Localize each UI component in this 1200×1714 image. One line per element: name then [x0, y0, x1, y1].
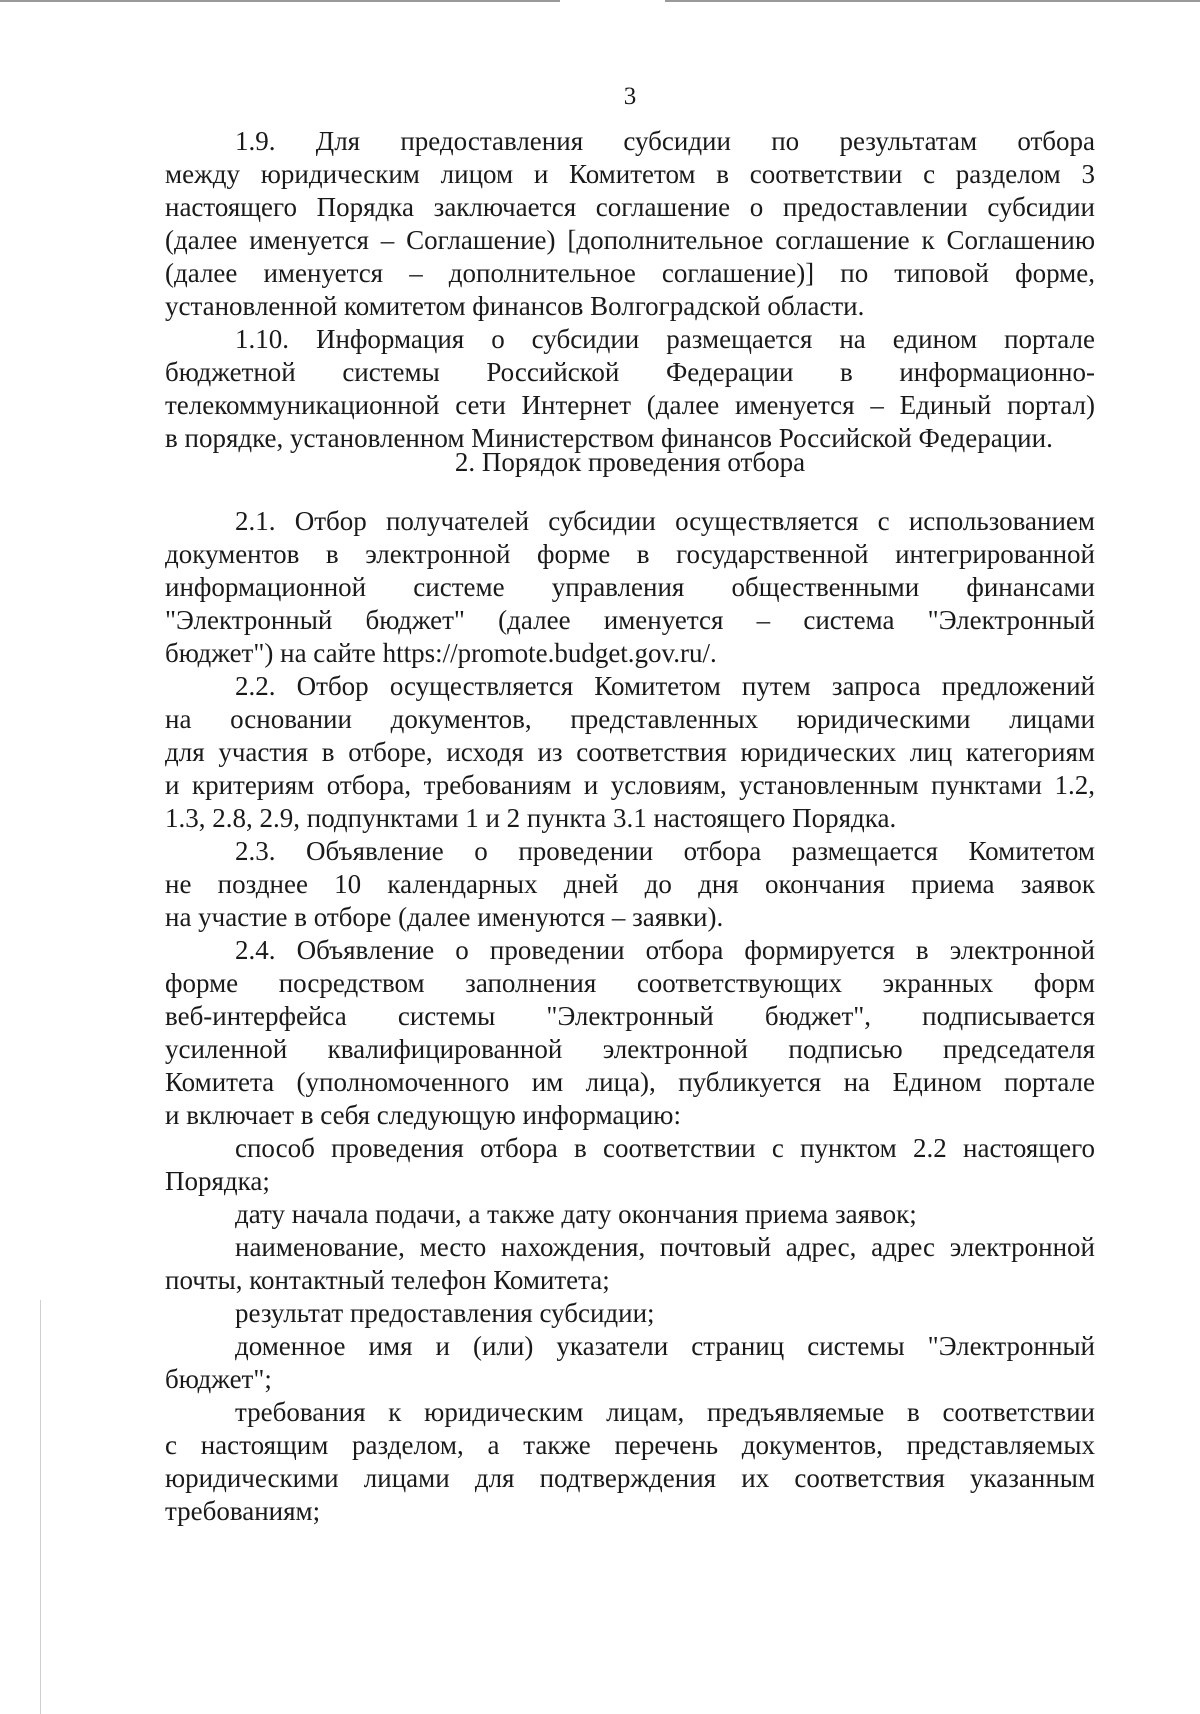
text-line: 1.9. Для предоставления субсидии по результатам отбора	[235, 126, 1095, 156]
text-line: Комитета (уполномоченного им лица), публикуется на Едином портале	[165, 1067, 1095, 1097]
text-line: почты, контактный телефон Комитета;	[165, 1265, 610, 1295]
text-line: юридическими лицами для подтверждения их соответствия указанным	[165, 1463, 1095, 1493]
text-line: требования к юридическим лицам, предъявляемые в соответствии	[235, 1397, 1095, 1427]
text-line: с настоящим разделом, а также перечень документов, представляемых	[165, 1430, 1095, 1460]
text-line: в порядке, установленном Министерством финансов Российской Федерации.	[165, 423, 1053, 453]
text-line: способ проведения отбора в соответствии с пунктом 2.2 настоящего	[235, 1133, 1095, 1163]
scan-edge-left	[40, 1300, 41, 1714]
text-line: бюджет") на сайте https://promote.budget.gov.ru/.	[165, 638, 717, 668]
text-line: (далее именуется – дополнительное соглашение)] по типовой форме,	[165, 258, 1095, 288]
text-line: (далее именуется – Соглашение) [дополнительное соглашение к Соглашению	[165, 225, 1095, 255]
text-line: и включает в себя следующую информацию:	[165, 1100, 681, 1130]
text-line: усиленной квалифицированной электронной подписью председателя	[165, 1034, 1095, 1064]
text-line: между юридическим лицом и Комитетом в соответствии с разделом 3	[165, 159, 1095, 189]
text-line: 2.2. Отбор осуществляется Комитетом путем запроса предложений	[235, 671, 1095, 701]
text-line: результат предоставления субсидии;	[235, 1298, 655, 1328]
text-line: "Электронный бюджет" (далее именуется – система "Электронный	[165, 605, 1095, 635]
page-number: 3	[623, 83, 637, 110]
text-line: 2.4. Объявление о проведении отбора формируется в электронной	[235, 935, 1095, 965]
text-line: 1.10. Информация о субсидии размещается на едином портале	[235, 324, 1095, 354]
section-heading: 2. Порядок проведения отбора	[454, 447, 806, 477]
text-line: настоящего Порядка заключается соглашение о предоставлении субсидии	[165, 192, 1095, 222]
scan-edge-top-left	[0, 0, 560, 2]
text-line: требованиям;	[165, 1496, 321, 1526]
text-line: на основании документов, представленных юридическими лицами	[165, 704, 1095, 734]
text-line: наименование, место нахождения, почтовый адрес, адрес электронной	[235, 1232, 1095, 1262]
text-line: Порядка;	[165, 1166, 270, 1196]
text-line: веб-интерфейса системы "Электронный бюджет", подписывается	[165, 1001, 1095, 1031]
text-line: не позднее 10 календарных дней до дня окончания приема заявок	[165, 869, 1095, 899]
text-line: бюджетной системы Российской Федерации в информационно-	[165, 357, 1095, 387]
text-line: информационной системе управления общественными финансами	[165, 572, 1095, 602]
text-block-section-2	[165, 505, 1095, 1528]
text-line: форме посредством заполнения соответствующих экранных форм	[165, 968, 1095, 998]
text-line: 2.3. Объявление о проведении отбора размещается Комитетом	[235, 836, 1095, 866]
text-line: дату начала подачи, а также дату окончания приема заявок;	[235, 1199, 917, 1229]
text-line: установленной комитетом финансов Волгоградской области.	[165, 291, 865, 321]
text-line: бюджет";	[165, 1364, 272, 1394]
text-line: для участия в отборе, исходя из соответствия юридических лиц категориям	[165, 737, 1095, 767]
text-line: на участие в отборе (далее именуются – заявки).	[165, 902, 724, 932]
text-line: доменное имя и (или) указатели страниц системы "Электронный	[235, 1331, 1095, 1361]
text-line: документов в электронной форме в государственной интегрированной	[165, 539, 1095, 569]
text-line: и критериям отбора, требованиям и условиям, установленным пунктами 1.2,	[165, 770, 1095, 800]
text-line: телекоммуникационной сети Интернет (далее именуется – Единый портал)	[165, 390, 1095, 420]
text-line: 2.1. Отбор получателей субсидии осуществляется с использованием	[235, 506, 1095, 536]
scan-edge-top-right	[665, 0, 1200, 2]
text-block-clauses-1-9-1-10	[165, 125, 1095, 455]
text-line: 1.3, 2.8, 2.9, подпунктами 1 и 2 пункта 3.1 настоящего Порядка.	[165, 803, 897, 833]
